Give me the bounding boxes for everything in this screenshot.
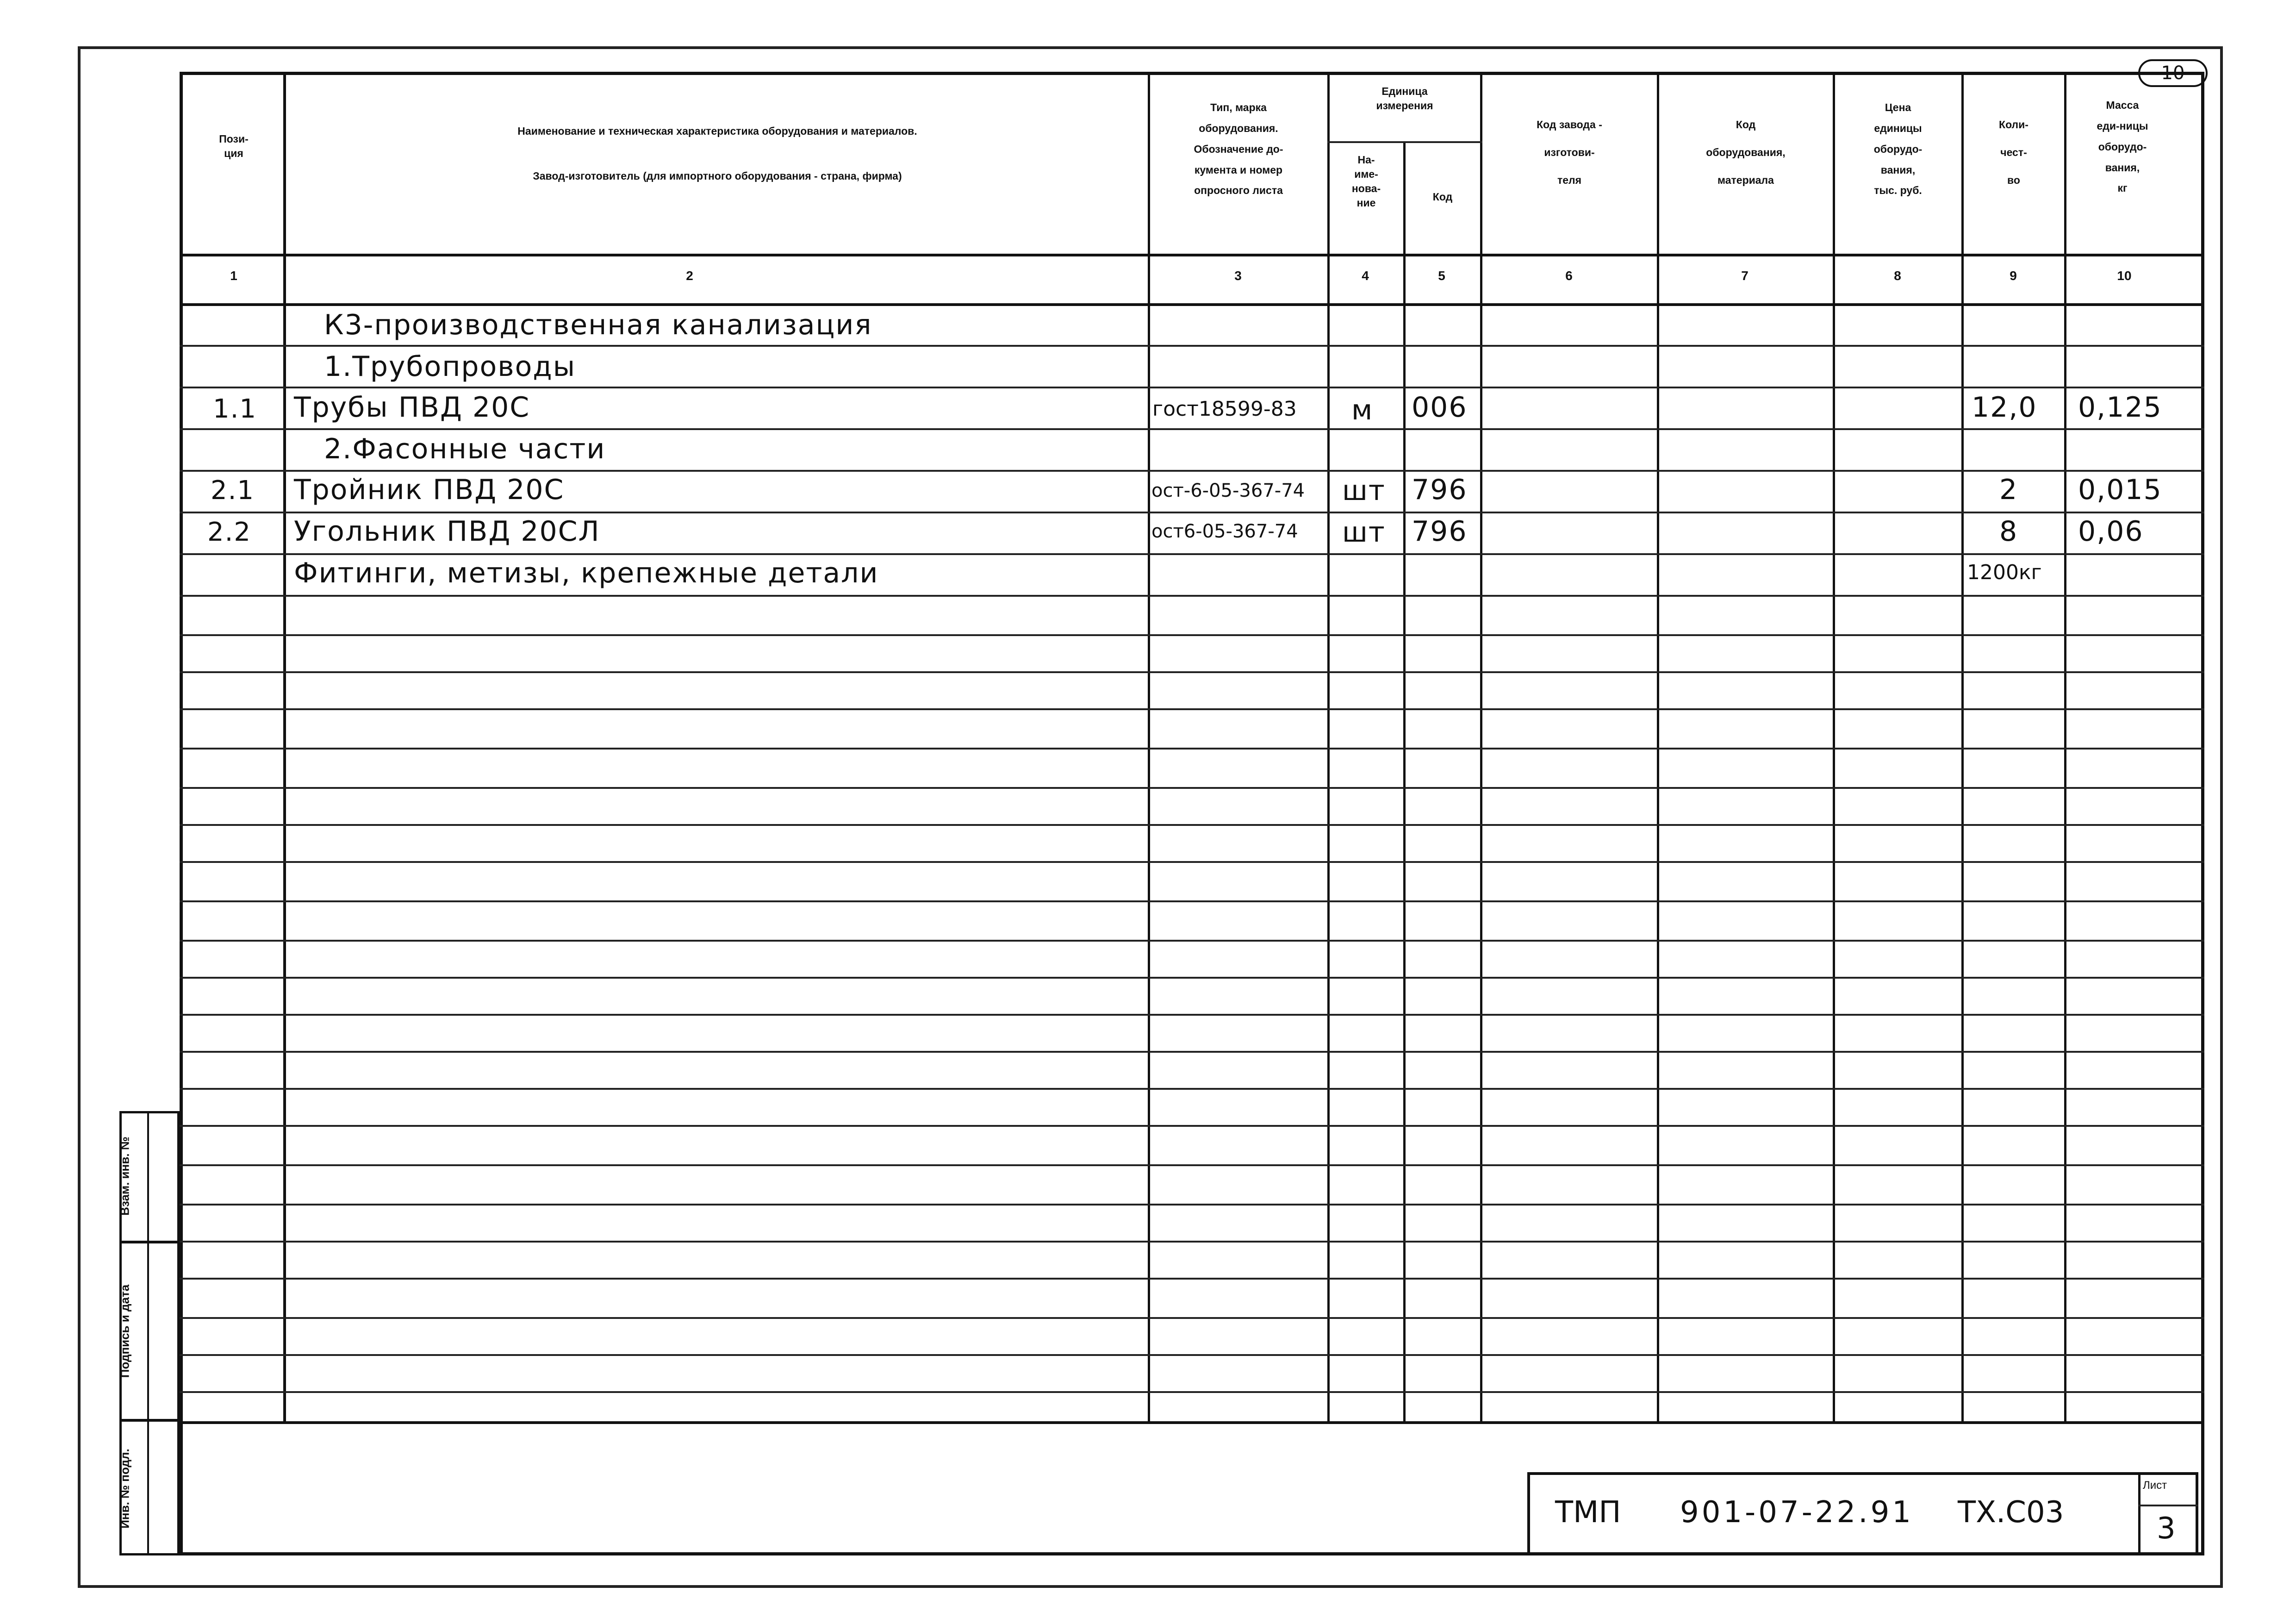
side-strip-divider — [119, 1419, 180, 1422]
row-name: Трубы ПВД 20С — [294, 391, 530, 424]
header-col10: Масса еди-ницы оборудо- вания, кг — [2097, 99, 2148, 194]
row-line — [180, 470, 2204, 472]
stamp-code: ТХ.С03 — [1958, 1495, 2064, 1530]
header-col2-line2: Завод-изготовитель (для импортного оборудования - страна, фирма) — [533, 170, 902, 182]
colnum-3: 3 — [1234, 269, 1242, 283]
title-block-sheet-divider — [2138, 1472, 2140, 1555]
row-line — [180, 824, 2204, 826]
row-name: 1.Трубопроводы — [324, 350, 576, 383]
main-frame — [180, 72, 2204, 1555]
side-strip-inner-line — [147, 1111, 149, 1555]
stamp-number: 901-07-22.91 — [1680, 1495, 1914, 1530]
row-line — [180, 1421, 2204, 1424]
row-line — [180, 1317, 2204, 1319]
stamp-sheet-number: 3 — [2157, 1512, 2176, 1546]
stamp-sheet-label: Лист — [2143, 1479, 2167, 1492]
row-unit: шт — [1342, 475, 1386, 507]
units-subheader-line — [1327, 141, 1482, 143]
row-name: Тройник ПВД 20С — [294, 474, 565, 506]
colnum-8: 8 — [1894, 269, 1901, 283]
row-mass: 0,015 — [2078, 474, 2162, 506]
header-col3: Тип, марка оборудования. Обозначение до- кумента и номер опросного листа — [1194, 101, 1283, 197]
header-col2-line1: Наименование и техническая характеристика оборудования и материалов. — [517, 125, 917, 137]
header-bottom-line — [180, 254, 2204, 256]
row-line — [180, 634, 2204, 636]
row-name: Фитинги, метизы, крепежные детали — [294, 557, 879, 589]
header-col4: На- име- нова- ние — [1351, 154, 1381, 209]
row-code: 796 — [1412, 515, 1468, 548]
row-line — [180, 671, 2204, 673]
side-strip-divider — [119, 1241, 180, 1243]
row-qty: 2 — [1999, 474, 2018, 506]
row-line — [180, 787, 2204, 789]
row-doc: гост18599-83 — [1152, 397, 1297, 421]
row-line — [180, 1164, 2204, 1166]
row-line — [180, 345, 2204, 347]
colnum-5: 5 — [1438, 269, 1445, 283]
row-line — [180, 1354, 2204, 1356]
page-number-text: 10 — [2161, 62, 2185, 84]
side-label-replace-inv: Взам. инв. № — [118, 1137, 132, 1216]
title-block-sheet-line — [2138, 1505, 2198, 1506]
row-line — [180, 553, 2204, 555]
row-line — [180, 1088, 2204, 1090]
header-col1: Пози- ция — [219, 133, 249, 160]
row-doc: ост-6-05-367-74 — [1151, 480, 1305, 501]
row-mass: 0,125 — [2078, 391, 2162, 424]
colnum-4: 4 — [1362, 269, 1369, 283]
colnum-7: 7 — [1741, 269, 1748, 283]
row-line — [180, 428, 2204, 430]
row-line — [180, 1241, 2204, 1243]
row-unit: м — [1351, 394, 1374, 426]
row-line — [180, 1278, 2204, 1280]
header-col6: Код завода - изготови- теля — [1537, 119, 1602, 186]
row-unit: шт — [1342, 516, 1386, 549]
row-name: К3-производственная канализация — [324, 309, 872, 341]
stamp-prefix: ТМП — [1555, 1495, 1621, 1530]
colnum-10: 10 — [2117, 269, 2132, 283]
row-line — [180, 1051, 2204, 1053]
row-position: 2.1 — [211, 475, 255, 506]
row-line — [180, 861, 2204, 863]
colnum-bottom-line — [180, 303, 2204, 306]
row-line — [180, 595, 2204, 597]
row-line — [180, 1204, 2204, 1206]
row-qty: 12,0 — [1972, 391, 2037, 424]
row-position: 2.2 — [207, 517, 252, 547]
row-line — [180, 512, 2204, 513]
colnum-6: 6 — [1565, 269, 1573, 283]
row-line — [180, 900, 2204, 902]
row-qty: 8 — [1999, 515, 2018, 548]
row-doc: ост6-05-367-74 — [1151, 521, 1298, 542]
row-line — [180, 1125, 2204, 1127]
row-name: 2.Фасонные части — [324, 433, 606, 465]
side-label-signature-date: Подпись и дата — [118, 1284, 132, 1378]
row-position: 1.1 — [213, 394, 257, 424]
row-qty: 1200кг — [1967, 561, 2042, 584]
page-number — [2138, 59, 2208, 87]
row-name: Угольник ПВД 20СЛ — [294, 515, 600, 548]
header-col45: Единица измерения — [1376, 85, 1433, 112]
row-code: 006 — [1412, 391, 1468, 424]
colnum-2: 2 — [686, 269, 693, 283]
header-col8: Цена единицы оборудо- вания, тыс. руб. — [1873, 101, 1923, 197]
col-line — [1403, 141, 1406, 1424]
side-label-inv-orig: Инв. № подл. — [118, 1449, 132, 1529]
header-col7: Код оборудования, материала — [1706, 119, 1786, 186]
row-line — [180, 387, 2204, 388]
row-line — [180, 940, 2204, 942]
colnum-9: 9 — [2010, 269, 2017, 283]
row-line — [180, 1014, 2204, 1016]
row-code: 796 — [1412, 474, 1468, 506]
row-line — [180, 708, 2204, 710]
row-line — [180, 977, 2204, 979]
row-line — [180, 1391, 2204, 1393]
row-mass: 0,06 — [2078, 515, 2144, 548]
header-col5: Код — [1432, 191, 1453, 203]
header-col9: Коли- чест- во — [1999, 119, 2028, 186]
colnum-1: 1 — [230, 269, 237, 283]
row-line — [180, 748, 2204, 750]
